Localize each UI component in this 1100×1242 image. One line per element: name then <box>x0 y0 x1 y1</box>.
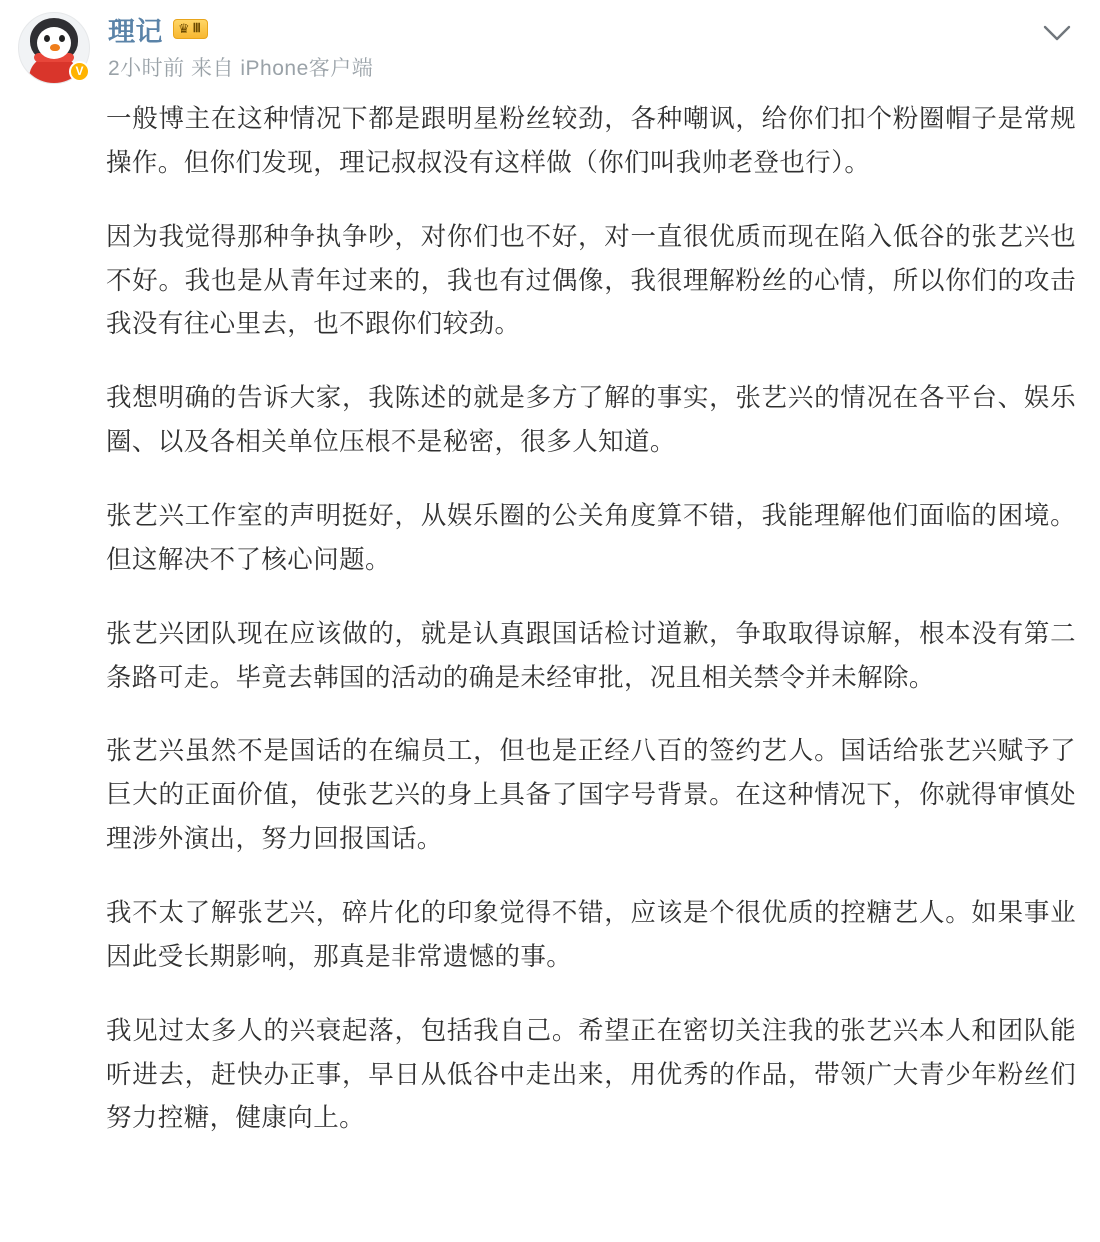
author-meta <box>108 10 1082 82</box>
post-paragraph: 张艺兴工作室的声明挺好，从娱乐圈的公关角度算不错，我能理解他们面临的困境。但这解决不了核心问题。 <box>106 502 1076 574</box>
avatar-beak <box>50 44 60 51</box>
crown-icon: ♛ <box>178 21 190 36</box>
chevron-down-icon[interactable] <box>1040 16 1074 50</box>
post-timestamp: 2小时前 <box>108 57 185 80</box>
vip-level-label: Ⅲ <box>192 21 201 35</box>
post-source[interactable]: 来自 iPhone客户端 <box>191 57 374 80</box>
post-meta-row <box>108 52 1082 82</box>
post-header <box>18 10 1082 84</box>
post-paragraph: 张艺兴团队现在应该做的，就是认真跟国话检讨道歉，争取取得谅解，根本没有第二条路可走。毕竟去韩国的活动的确是未经审批，况且相关禁令并未解除。 <box>106 619 1076 692</box>
post-paragraph: 我见过太多人的兴衰起落，包括我自己。希望正在密切关注我的张艺兴本人和团队能听进去，赶快办正事，早日从低谷中走出来，用优秀的作品，带领广大青少年粉丝们努力控糖，健康向上。 <box>106 1016 1076 1133</box>
verified-badge-icon: V <box>69 61 90 82</box>
post-paragraph: 我想明确的告诉大家，我陈述的就是多方了解的事实，张艺兴的情况在各平台、娱乐圈、以及各相关单位压根不是秘密，很多人知道。 <box>106 384 1076 457</box>
avatar-face-shape <box>37 27 71 59</box>
post-paragraph: 一般博主在这种情况下都是跟明星粉丝较劲，各种嘲讽，给你们扣个粉圈帽子是常规操作。但你们发现，理记叔叔没有这样做（你们叫我帅老登也行）。 <box>106 105 1076 177</box>
post-content <box>18 98 1082 1141</box>
post-paragraph: 因为我觉得那种争执争吵，对你们也不好，对一直很优质而现在陷入低谷的张艺兴也不好。我也是从青年过来的，我也有过偶像，我很理解粉丝的心情，所以你们的攻击我没有往心里去，也不跟你们较劲。 <box>106 222 1076 339</box>
post-paragraph: 我不太了解张艺兴，碎片化的印象觉得不错，应该是个很优质的控糖艺人。如果事业因此受长期影响，那真是非常遗憾的事。 <box>106 899 1076 971</box>
vip-badge[interactable] <box>173 19 208 39</box>
avatar[interactable] <box>18 12 90 84</box>
author-name-row <box>108 12 1082 46</box>
avatar-eye-left <box>44 35 50 42</box>
avatar-eye-right <box>59 35 65 42</box>
author-name[interactable]: 理记 <box>108 16 163 47</box>
post-paragraph: 张艺兴虽然不是国话的在编员工，但也是正经八百的签约艺人。国话给张艺兴赋予了巨大的正面价值，使张艺兴的身上具备了国字号背景。在这种情况下，你就得审慎处理涉外演出，努力回报国话。 <box>106 737 1076 854</box>
